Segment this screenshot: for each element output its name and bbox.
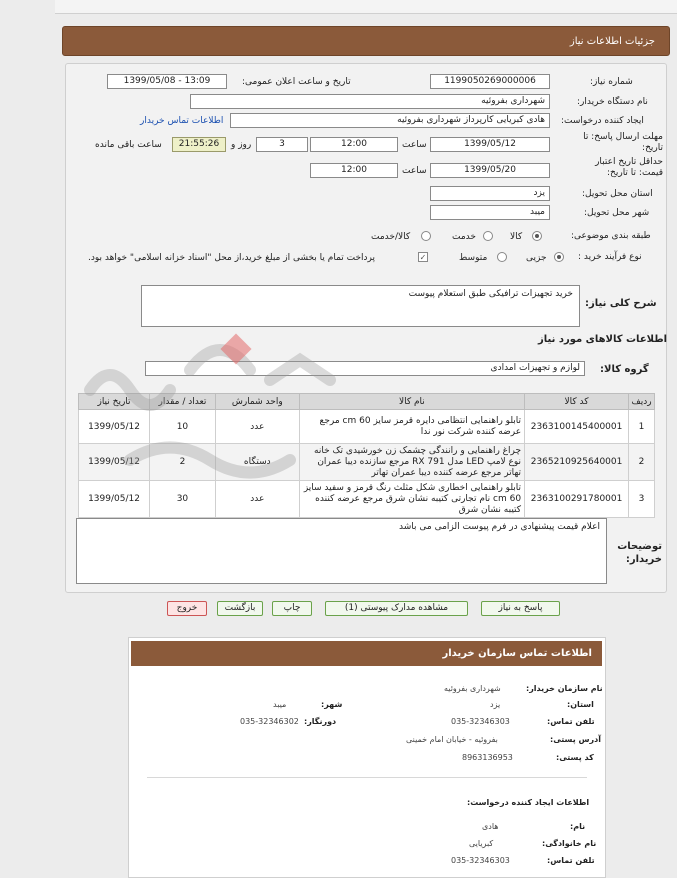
need-number-field: 1199050269000006: [430, 74, 550, 89]
summary-label: شرح کلی نیاز:: [585, 298, 657, 309]
row-index: 3: [629, 481, 655, 518]
category-option-both: کالا/خدمت: [371, 232, 411, 242]
contact-org-label: نام سازمان خریدار:: [526, 684, 603, 693]
creator-first-name-label: نام:: [570, 822, 586, 831]
validity-time-field: 12:00: [310, 163, 398, 178]
contact-divider: [147, 777, 587, 778]
print-button[interactable]: چاپ: [272, 601, 312, 616]
page-header: جزئیات اطلاعات نیاز: [62, 26, 670, 56]
top-frame-bar: [55, 0, 677, 14]
col-name: نام کالا: [299, 394, 524, 410]
deadline-time-label: ساعت: [402, 140, 427, 150]
remaining-timer: 21:55:26: [172, 137, 226, 152]
goods-table: [78, 393, 655, 518]
category-radio-service[interactable]: [483, 231, 493, 241]
payment-note: پرداخت تمام یا بخشی از مبلغ خرید،از محل "اسناد خزانه اسلامی" خواهد بود.: [88, 253, 376, 263]
row-date: 1399/05/12: [79, 481, 150, 518]
announce-label: تاریخ و ساعت اعلان عمومی:: [242, 77, 351, 87]
row-date: 1399/05/12: [79, 410, 150, 444]
process-option-minor: جزیی: [526, 253, 547, 263]
back-button[interactable]: بازگشت: [217, 601, 263, 616]
need-number-label: شماره نیاز:: [590, 77, 633, 87]
row-code: 2365210925640001: [525, 444, 629, 481]
contact-province-label: استان:: [567, 700, 594, 709]
goods-group-label: گروه کالا:: [600, 364, 649, 375]
row-qty: 10: [150, 410, 216, 444]
deadline-label: مهلت ارسال پاسخ: تا تاریخ:: [583, 132, 663, 153]
category-label: طبقه بندی موضوعی:: [571, 231, 651, 241]
buyer-notes-text: اعلام قیمت پیشنهادی در فرم پیوست الزامی می باشد: [399, 522, 600, 532]
province-label: استان محل تحویل:: [582, 189, 653, 199]
row-qty: 2: [150, 444, 216, 481]
creator-first-name-value: هادی: [482, 822, 499, 831]
process-radio-medium[interactable]: [497, 252, 507, 262]
province-field: یزد: [430, 186, 550, 201]
row-unit: دستگاه: [215, 444, 299, 481]
contact-phone-label: تلفن تماس:: [547, 717, 595, 726]
category-radio-both[interactable]: [421, 231, 431, 241]
contact-fax-label: دورنگار:: [304, 717, 337, 726]
creator-phone-value: 035-32346303: [451, 856, 510, 865]
days-field: 3: [256, 137, 308, 152]
summary-textarea: [141, 285, 580, 327]
goods-section-title: اطلاعات کالاهای مورد نیاز: [538, 334, 668, 345]
col-code: کد کالا: [525, 394, 629, 410]
city-field: میبد: [430, 205, 550, 220]
row-name: تابلو راهنمایی انتظامی دایره قرمز سایز cm 60 مرجع عرضه کننده شرکت نور ندا: [299, 410, 524, 444]
contact-address-value: بفروئیه - خیابان امام خمینی: [406, 735, 498, 744]
creator-last-name-label: نام خانوادگی:: [542, 839, 597, 848]
validity-label: حداقل تاریخ اعتبار قیمت: تا تاریخ:: [595, 157, 663, 178]
contact-address-label: آدرس پستی:: [550, 735, 601, 744]
category-radio-goods[interactable]: [532, 231, 542, 241]
row-code: 2363100291780001: [525, 481, 629, 518]
contact-org-value: شهرداری بفروئیه: [444, 684, 501, 693]
process-label: نوع فرآیند خرید :: [578, 252, 642, 262]
creator-section-title: اطلاعات ایجاد کننده درخواست:: [467, 798, 590, 807]
attachments-button[interactable]: مشاهده مدارک پیوستی (1): [325, 601, 468, 616]
contact-city-value: میبد: [273, 700, 287, 709]
row-code: 2363100145400001: [525, 410, 629, 444]
contact-province-value: یزد: [490, 700, 501, 709]
row-date: 1399/05/12: [79, 444, 150, 481]
row-name: تابلو راهنمایی اخطاری شکل مثلث رنگ قرمز و سفید سایز cm 60 نام تجارتی کتیبه نشان شرق مرجع عرضه کننده کتیبه نشان شرق: [299, 481, 524, 518]
payment-checkbox[interactable]: ✓: [419, 253, 427, 262]
validity-time-label: ساعت: [402, 166, 427, 176]
creator-field: هادی کبریایی کارپرداز شهرداری بفروئیه: [230, 113, 550, 128]
buyer-notes-textarea: [76, 518, 607, 584]
validity-date-field: 1399/05/20: [430, 163, 550, 178]
contact-fax-value: 035-32346302: [240, 717, 299, 726]
deadline-time-field: 12:00: [310, 137, 398, 152]
contact-card: [128, 637, 606, 878]
goods-table-header: [79, 394, 655, 410]
col-unit: واحد شمارش: [215, 394, 299, 410]
buyer-contact-link[interactable]: اطلاعات تماس خریدار: [140, 116, 224, 126]
row-unit: عدد: [215, 481, 299, 518]
creator-phone-label: تلفن تماس:: [547, 856, 595, 865]
buyer-org-field: شهرداری بفروئیه: [190, 94, 550, 109]
exit-button[interactable]: خروج: [167, 601, 207, 616]
category-option-service: خدمت: [452, 232, 476, 242]
summary-text: خرید تجهیزات ترافیکی طبق استعلام پیوست: [408, 289, 573, 299]
table-row: [79, 410, 655, 444]
reply-button[interactable]: پاسخ به نیاز: [481, 601, 560, 616]
row-index: 2: [629, 444, 655, 481]
row-unit: عدد: [215, 410, 299, 444]
contact-postal-label: کد پستی:: [556, 753, 594, 762]
col-qty: تعداد / مقدار: [150, 394, 216, 410]
contact-postal-value: 8963136953: [462, 753, 513, 762]
row-index: 1: [629, 410, 655, 444]
buyer-org-label: نام دستگاه خریدار:: [577, 97, 648, 107]
buyer-notes-label: توضیحات خریدار:: [617, 541, 662, 565]
row-qty: 30: [150, 481, 216, 518]
days-label: روز و: [231, 140, 252, 150]
deadline-date-field: 1399/05/12: [430, 137, 550, 152]
announce-field: 1399/05/08 - 13:09: [107, 74, 227, 89]
contact-city-label: شهر:: [321, 700, 343, 709]
contact-header: اطلاعات تماس سازمان خریدار: [131, 641, 602, 666]
table-row: [79, 481, 655, 518]
creator-label: ایجاد کننده درخواست:: [561, 116, 644, 126]
table-row: [79, 444, 655, 481]
city-label: شهر محل تحویل:: [584, 208, 650, 218]
goods-group-field: لوازم و تجهیزات امدادی: [145, 361, 585, 376]
process-radio-minor[interactable]: [554, 252, 564, 262]
creator-last-name-value: کبریایی: [469, 839, 494, 848]
category-option-goods: کالا: [510, 232, 523, 242]
row-name: چراغ راهنمایی و رانندگی چشمک زن خورشیدی تک خانه نوع لامپ LED مدل RX 791 مرجع سازنده دیبا عمران تهاتر مرجع عرضه کننده دیبا عمران تهاتر: [299, 444, 524, 481]
col-date: تاریخ نیاز: [79, 394, 150, 410]
process-option-medium: متوسط: [459, 253, 488, 263]
remaining-label: ساعت باقی مانده: [95, 140, 162, 150]
contact-phone-value: 035-32346303: [451, 717, 510, 726]
col-index: ردیف: [629, 394, 655, 410]
